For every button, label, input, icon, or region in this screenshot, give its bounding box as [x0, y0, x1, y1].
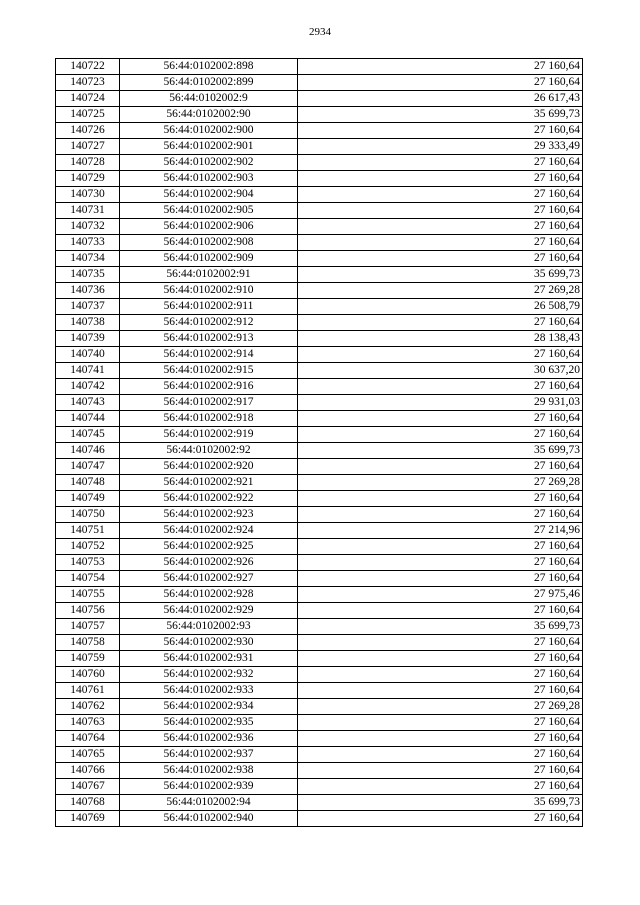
table-row [56, 315, 583, 331]
cadastral-number-cell: 56:44:0102002:913 [120, 331, 298, 347]
row-number-cell: 140724 [56, 91, 120, 107]
cadastral-number-cell: 56:44:0102002:920 [120, 459, 298, 475]
row-number-cell: 140742 [56, 379, 120, 395]
table-row [56, 139, 583, 155]
row-number-cell: 140752 [56, 539, 120, 555]
cadastral-value-cell: 27 160,64 [298, 763, 583, 779]
row-number-cell: 140749 [56, 491, 120, 507]
table-row [56, 107, 583, 123]
cadastral-number-cell: 56:44:0102002:933 [120, 683, 298, 699]
cadastral-value-cell: 27 160,64 [298, 411, 583, 427]
cadastral-number-cell: 56:44:0102002:923 [120, 507, 298, 523]
table-row [56, 203, 583, 219]
table-row [56, 651, 583, 667]
cadastral-value-cell: 27 160,64 [298, 715, 583, 731]
row-number-cell: 140761 [56, 683, 120, 699]
row-number-cell: 140738 [56, 315, 120, 331]
cadastral-value-cell: 27 160,64 [298, 507, 583, 523]
table-row [56, 379, 583, 395]
table-row [56, 603, 583, 619]
cadastral-value-cell: 29 333,49 [298, 139, 583, 155]
cadastral-number-cell: 56:44:0102002:901 [120, 139, 298, 155]
cadastral-number-cell: 56:44:0102002:922 [120, 491, 298, 507]
cadastral-number-cell: 56:44:0102002:899 [120, 75, 298, 91]
table-row [56, 683, 583, 699]
cadastral-number-cell: 56:44:0102002:93 [120, 619, 298, 635]
table-row [56, 763, 583, 779]
table-row [56, 747, 583, 763]
row-number-cell: 140737 [56, 299, 120, 315]
table-row [56, 459, 583, 475]
cadastral-number-cell: 56:44:0102002:931 [120, 651, 298, 667]
cadastral-number-cell: 56:44:0102002:940 [120, 811, 298, 827]
cadastral-number-cell: 56:44:0102002:912 [120, 315, 298, 331]
cadastral-value-cell: 35 699,73 [298, 619, 583, 635]
table-row [56, 475, 583, 491]
cadastral-number-cell: 56:44:0102002:908 [120, 235, 298, 251]
cadastral-number-cell: 56:44:0102002:924 [120, 523, 298, 539]
row-number-cell: 140766 [56, 763, 120, 779]
cadastral-number-cell: 56:44:0102002:939 [120, 779, 298, 795]
row-number-cell: 140767 [56, 779, 120, 795]
row-number-cell: 140746 [56, 443, 120, 459]
cadastral-number-cell: 56:44:0102002:900 [120, 123, 298, 139]
row-number-cell: 140765 [56, 747, 120, 763]
cadastral-number-cell: 56:44:0102002:904 [120, 187, 298, 203]
table-row [56, 427, 583, 443]
cadastral-number-cell: 56:44:0102002:91 [120, 267, 298, 283]
cadastral-number-cell: 56:44:0102002:914 [120, 347, 298, 363]
row-number-cell: 140747 [56, 459, 120, 475]
cadastral-value-cell: 27 160,64 [298, 651, 583, 667]
table-row [56, 363, 583, 379]
row-number-cell: 140736 [56, 283, 120, 299]
cadastral-number-cell: 56:44:0102002:94 [120, 795, 298, 811]
table-row [56, 123, 583, 139]
row-number-cell: 140729 [56, 171, 120, 187]
cadastral-value-cell: 30 637,20 [298, 363, 583, 379]
table-row [56, 491, 583, 507]
cadastral-number-cell: 56:44:0102002:915 [120, 363, 298, 379]
table-row [56, 411, 583, 427]
cadastral-number-cell: 56:44:0102002:902 [120, 155, 298, 171]
cadastral-number-cell: 56:44:0102002:905 [120, 203, 298, 219]
cadastral-value-cell: 27 160,64 [298, 731, 583, 747]
table-row [56, 555, 583, 571]
cadastral-value-cell: 35 699,73 [298, 795, 583, 811]
table-row [56, 283, 583, 299]
cadastral-value-cell: 27 160,64 [298, 123, 583, 139]
row-number-cell: 140739 [56, 331, 120, 347]
row-number-cell: 140743 [56, 395, 120, 411]
row-number-cell: 140732 [56, 219, 120, 235]
table-row [56, 587, 583, 603]
cadastral-number-cell: 56:44:0102002:934 [120, 699, 298, 715]
table-row [56, 667, 583, 683]
cadastral-number-cell: 56:44:0102002:92 [120, 443, 298, 459]
cadastral-value-cell: 27 975,46 [298, 587, 583, 603]
row-number-cell: 140757 [56, 619, 120, 635]
row-number-cell: 140731 [56, 203, 120, 219]
cadastral-number-cell: 56:44:0102002:917 [120, 395, 298, 411]
cadastral-number-cell: 56:44:0102002:910 [120, 283, 298, 299]
table-row [56, 715, 583, 731]
table-row [56, 75, 583, 91]
cadastral-number-cell: 56:44:0102002:916 [120, 379, 298, 395]
row-number-cell: 140753 [56, 555, 120, 571]
table-row [56, 523, 583, 539]
cadastral-number-cell: 56:44:0102002:918 [120, 411, 298, 427]
cadastral-value-cell: 27 160,64 [298, 315, 583, 331]
cadastral-value-cell: 27 160,64 [298, 667, 583, 683]
row-number-cell: 140735 [56, 267, 120, 283]
table-row [56, 155, 583, 171]
cadastral-number-cell: 56:44:0102002:936 [120, 731, 298, 747]
cadastral-number-cell: 56:44:0102002:929 [120, 603, 298, 619]
cadastral-value-cell: 29 931,03 [298, 395, 583, 411]
cadastral-number-cell: 56:44:0102002:90 [120, 107, 298, 123]
table-row [56, 539, 583, 555]
cadastral-value-cell: 27 269,28 [298, 475, 583, 491]
row-number-cell: 140764 [56, 731, 120, 747]
row-number-cell: 140751 [56, 523, 120, 539]
cadastral-value-cell: 35 699,73 [298, 267, 583, 283]
cadastral-number-cell: 56:44:0102002:926 [120, 555, 298, 571]
cadastral-value-cell: 27 160,64 [298, 203, 583, 219]
cadastral-number-cell: 56:44:0102002:927 [120, 571, 298, 587]
table-row [56, 347, 583, 363]
table-row [56, 811, 583, 827]
row-number-cell: 140727 [56, 139, 120, 155]
row-number-cell: 140755 [56, 587, 120, 603]
page-number: 2934 [309, 26, 331, 38]
row-number-cell: 140759 [56, 651, 120, 667]
cadastral-number-cell: 56:44:0102002:909 [120, 251, 298, 267]
cadastral-value-cell: 27 160,64 [298, 459, 583, 475]
row-number-cell: 140763 [56, 715, 120, 731]
row-number-cell: 140723 [56, 75, 120, 91]
cadastral-number-cell: 56:44:0102002:935 [120, 715, 298, 731]
cadastral-number-cell: 56:44:0102002:937 [120, 747, 298, 763]
cadastral-value-cell: 27 160,64 [298, 251, 583, 267]
cadastral-value-cell: 28 138,43 [298, 331, 583, 347]
cadastral-value-cell: 35 699,73 [298, 443, 583, 459]
cadastral-number-cell: 56:44:0102002:911 [120, 299, 298, 315]
cadastral-number-cell: 56:44:0102002:898 [120, 59, 298, 75]
row-number-cell: 140744 [56, 411, 120, 427]
table-row [56, 699, 583, 715]
table-row [56, 235, 583, 251]
cadastral-value-cell: 27 160,64 [298, 235, 583, 251]
table-row [56, 507, 583, 523]
table-row [56, 395, 583, 411]
cadastral-value-cell: 27 160,64 [298, 75, 583, 91]
cadastral-value-cell: 27 269,28 [298, 699, 583, 715]
cadastral-value-cell: 27 160,64 [298, 171, 583, 187]
table-row [56, 187, 583, 203]
cadastral-value-cell: 27 160,64 [298, 571, 583, 587]
cadastral-value-cell: 27 214,96 [298, 523, 583, 539]
table-row [56, 635, 583, 651]
cadastral-value-table [55, 58, 583, 827]
cadastral-number-cell: 56:44:0102002:906 [120, 219, 298, 235]
row-number-cell: 140725 [56, 107, 120, 123]
cadastral-value-cell: 27 160,64 [298, 427, 583, 443]
row-number-cell: 140762 [56, 699, 120, 715]
cadastral-value-cell: 27 160,64 [298, 347, 583, 363]
row-number-cell: 140760 [56, 667, 120, 683]
table-row [56, 779, 583, 795]
table-row [56, 731, 583, 747]
row-number-cell: 140754 [56, 571, 120, 587]
cadastral-value-cell: 27 160,64 [298, 379, 583, 395]
row-number-cell: 140730 [56, 187, 120, 203]
row-number-cell: 140722 [56, 59, 120, 75]
cadastral-value-cell: 27 160,64 [298, 747, 583, 763]
table-row [56, 443, 583, 459]
cadastral-value-cell: 27 269,28 [298, 283, 583, 299]
cadastral-value-cell: 27 160,64 [298, 59, 583, 75]
table-row [56, 299, 583, 315]
row-number-cell: 140726 [56, 123, 120, 139]
row-number-cell: 140728 [56, 155, 120, 171]
row-number-cell: 140734 [56, 251, 120, 267]
cadastral-number-cell: 56:44:0102002:9 [120, 91, 298, 107]
table-row [56, 91, 583, 107]
cadastral-value-cell: 35 699,73 [298, 107, 583, 123]
cadastral-value-cell: 27 160,64 [298, 491, 583, 507]
cadastral-value-cell: 27 160,64 [298, 155, 583, 171]
row-number-cell: 140745 [56, 427, 120, 443]
table-row [56, 251, 583, 267]
cadastral-value-cell: 27 160,64 [298, 635, 583, 651]
row-number-cell: 140733 [56, 235, 120, 251]
row-number-cell: 140756 [56, 603, 120, 619]
table-row [56, 619, 583, 635]
table-row [56, 59, 583, 75]
cadastral-value-cell: 27 160,64 [298, 683, 583, 699]
cadastral-number-cell: 56:44:0102002:932 [120, 667, 298, 683]
row-number-cell: 140740 [56, 347, 120, 363]
row-number-cell: 140758 [56, 635, 120, 651]
row-number-cell: 140750 [56, 507, 120, 523]
row-number-cell: 140768 [56, 795, 120, 811]
cadastral-number-cell: 56:44:0102002:928 [120, 587, 298, 603]
cadastral-value-cell: 27 160,64 [298, 811, 583, 827]
row-number-cell: 140769 [56, 811, 120, 827]
cadastral-value-cell: 27 160,64 [298, 555, 583, 571]
cadastral-value-cell: 27 160,64 [298, 219, 583, 235]
cadastral-value-cell: 27 160,64 [298, 539, 583, 555]
table-row [56, 571, 583, 587]
cadastral-number-cell: 56:44:0102002:919 [120, 427, 298, 443]
cadastral-number-cell: 56:44:0102002:903 [120, 171, 298, 187]
table-row [56, 331, 583, 347]
cadastral-value-cell: 27 160,64 [298, 779, 583, 795]
cadastral-value-cell: 27 160,64 [298, 187, 583, 203]
table-row [56, 795, 583, 811]
row-number-cell: 140741 [56, 363, 120, 379]
cadastral-value-cell: 26 508,79 [298, 299, 583, 315]
row-number-cell: 140748 [56, 475, 120, 491]
cadastral-number-cell: 56:44:0102002:921 [120, 475, 298, 491]
table-body [56, 59, 583, 827]
cadastral-number-cell: 56:44:0102002:925 [120, 539, 298, 555]
table-row [56, 219, 583, 235]
cadastral-value-cell: 26 617,43 [298, 91, 583, 107]
cadastral-number-cell: 56:44:0102002:938 [120, 763, 298, 779]
cadastral-value-cell: 27 160,64 [298, 603, 583, 619]
table-row [56, 267, 583, 283]
cadastral-number-cell: 56:44:0102002:930 [120, 635, 298, 651]
table-row [56, 171, 583, 187]
